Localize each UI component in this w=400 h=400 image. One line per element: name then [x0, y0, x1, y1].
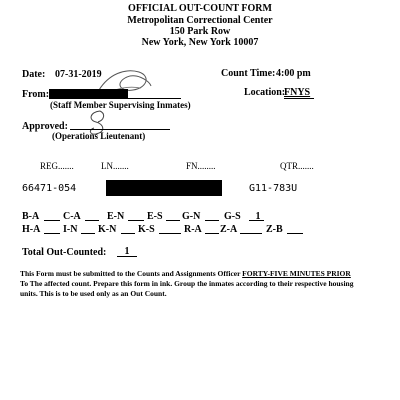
unit-g-s-line: [249, 220, 264, 221]
unit-b-a-line: [44, 220, 60, 221]
approved-label: Approved:: [22, 121, 68, 132]
unit-g-n-line: [205, 220, 219, 221]
instructions-line-1: [20, 269, 351, 279]
unit-e-n-label: E-N: [107, 211, 125, 222]
approved-caption: (Operations Lieutenant): [52, 131, 146, 141]
date-value: 07-31-2019: [55, 69, 102, 80]
redaction-from-name: [49, 89, 128, 98]
instructions-line-3: units. This is to be used only as an Out Count.: [20, 289, 167, 298]
inmate-qtr: G11-783U: [249, 183, 298, 194]
location-value: FNYS: [284, 87, 311, 98]
unit-r-a-line: [205, 233, 219, 234]
unit-z-a-line: [240, 233, 262, 234]
count-time-value: 4:00 pm: [276, 68, 311, 79]
unit-r-a-label: R-A: [184, 224, 202, 235]
column-reg: REG.......: [40, 161, 74, 171]
unit-k-s-label: K-S: [138, 224, 155, 235]
unit-g-s-value: 1: [255, 211, 261, 222]
approved-signature-line: [70, 129, 170, 130]
unit-g-s-label: G-S: [224, 211, 241, 222]
address-line-1: 150 Park Row: [169, 26, 231, 37]
count-time-label: Count Time:: [221, 68, 276, 79]
unit-z-a-label: Z-A: [220, 224, 238, 235]
unit-i-n-label: I-N: [63, 224, 78, 235]
unit-h-a-label: H-A: [22, 224, 41, 235]
redaction-inmate-name: [106, 180, 222, 196]
address-line-2: New York, New York 10007: [141, 37, 259, 48]
unit-e-s-line: [166, 220, 180, 221]
unit-z-b-label: Z-B: [266, 224, 283, 235]
unit-k-n-line: [121, 233, 135, 234]
unit-z-b-line: [287, 233, 303, 234]
instructions-text-1: This Form must be submitted to the Counts and Assignments Officer: [20, 269, 241, 278]
total-label: Total Out-Counted:: [22, 247, 107, 258]
unit-e-s-label: E-S: [147, 211, 163, 222]
inmate-reg: 66471-054: [22, 183, 77, 194]
column-qtr: QTR.......: [280, 161, 314, 171]
total-value: 1: [124, 246, 130, 257]
date-label: Date:: [22, 69, 46, 80]
total-underline: [117, 256, 137, 257]
column-fn: FN........: [186, 161, 216, 171]
unit-e-n-line: [128, 220, 144, 221]
unit-i-n-line: [81, 233, 95, 234]
unit-b-a-label: B-A: [22, 211, 40, 222]
unit-k-n-label: K-N: [98, 224, 117, 235]
from-signature-line: [49, 98, 181, 99]
unit-k-s-line: [159, 233, 181, 234]
instructions-line-2: To The affected count. Prepare this form in ink. Group the inmates according to their respective housing: [20, 279, 354, 288]
form-title: OFFICIAL OUT-COUNT FORM: [128, 3, 272, 14]
location-label: Location:: [244, 87, 286, 98]
from-caption: (Staff Member Supervising Inmates): [50, 100, 191, 110]
org-name: Metropolitan Correctional Center: [127, 15, 273, 26]
column-ln: LN.......: [101, 161, 129, 171]
instructions-deadline: FORTY-FIVE MINUTES PRIOR: [242, 269, 351, 278]
unit-c-a-line: [85, 220, 99, 221]
from-label: From:: [22, 89, 50, 100]
unit-h-a-line: [44, 233, 60, 234]
unit-g-n-label: G-N: [182, 211, 201, 222]
location-underline: [284, 98, 314, 99]
unit-c-a-label: C-A: [63, 211, 81, 222]
